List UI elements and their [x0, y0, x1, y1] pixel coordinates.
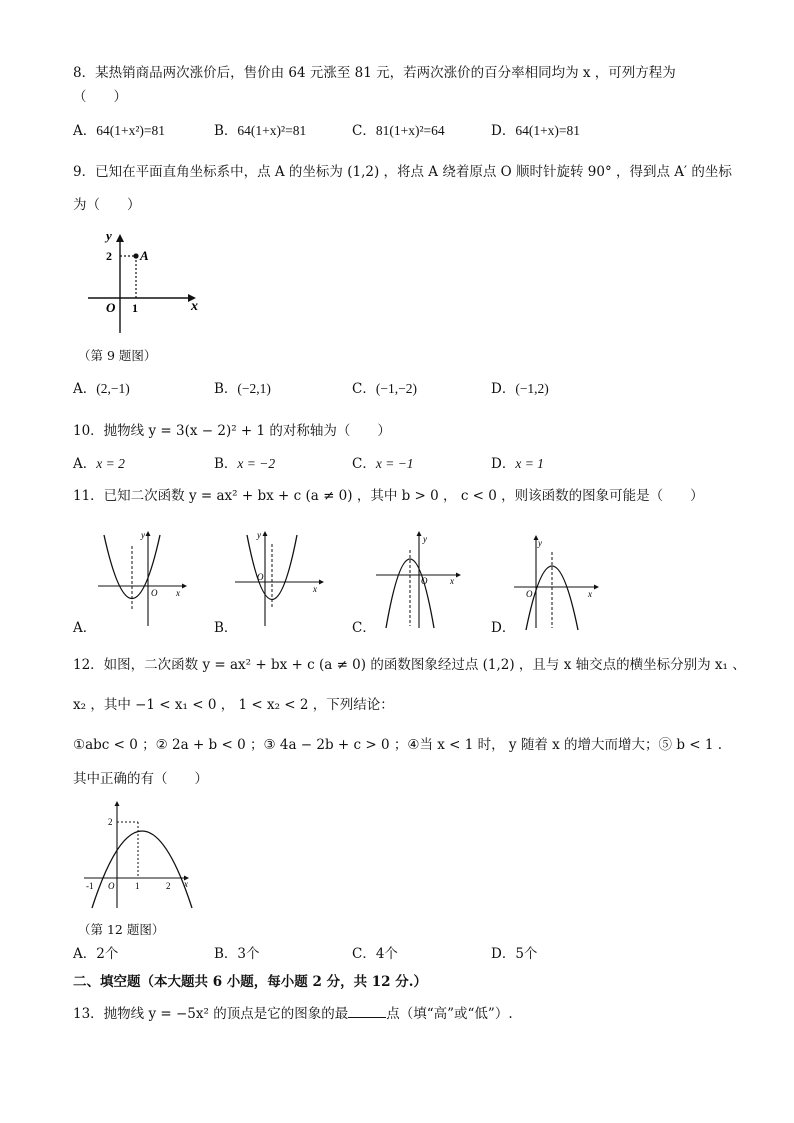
q12-option-d[interactable]: D．5个: [491, 946, 538, 962]
q11c-x-label: x: [450, 576, 454, 586]
q9-point-a-label: A: [140, 248, 149, 263]
q13-stem-part-b: 点（填“高”或“低”）.: [386, 1006, 513, 1022]
q13-answer-blank[interactable]: [348, 1004, 386, 1018]
q13-stem-part-a: 13．抛物线 y = −5x² 的顶点是它的图象的最: [73, 1006, 349, 1022]
q12-x-label: x: [184, 879, 188, 889]
q11-graph-d: [512, 530, 604, 630]
section-2-title: 二、填空题（本大题共 6 小题，每小题 2 分，共 12 分.）: [73, 974, 427, 990]
q12-origin-label: O: [108, 881, 115, 891]
q12-tick-x-neg1: -1: [86, 881, 94, 891]
q11c-origin-label: O: [421, 576, 428, 586]
q11c-x-arrow-icon: [456, 573, 461, 578]
q9-option-d[interactable]: D．(−1,2): [491, 381, 549, 397]
q9-tick-x-1: 1: [132, 301, 138, 315]
q11c-y-arrow-icon: [417, 531, 422, 536]
q11b-x-label: x: [313, 584, 317, 594]
q11a-y-arrow-icon: [146, 531, 151, 536]
q11d-x-arrow-icon: [594, 585, 599, 590]
q12-tick-x-1: 1: [135, 881, 140, 891]
q12-parabola-figure: [82, 800, 200, 910]
q12-tick-y-2: 2: [108, 817, 113, 827]
q9-x-label: x: [191, 299, 198, 314]
q13-stem: [73, 1004, 513, 1023]
q11-graph-c: [374, 530, 466, 630]
q11-option-a[interactable]: A．: [73, 620, 97, 636]
q10-option-a[interactable]: A．x = 2: [73, 456, 125, 472]
q8-answer-paren: （ ）: [73, 89, 127, 105]
q10-option-d[interactable]: D．x = 1: [491, 456, 544, 472]
q9-stem-cont: 为（ ）: [73, 197, 141, 213]
q11-stem: 11．已知二次函数 y = ax² + bx + c (a ≠ 0) ，其中 b > 0 ， c < 0 ，则该函数的图象可能是（ ）: [73, 488, 704, 504]
q9-point-a: [133, 253, 138, 258]
q9-option-b[interactable]: B．(−2,1): [214, 381, 271, 397]
q11a-x-label: x: [176, 588, 180, 598]
q8-option-d[interactable]: D．64(1+x)=81: [491, 123, 581, 139]
q11c-y-label: y: [423, 534, 427, 544]
q8-option-c[interactable]: C．81(1+x)²=64: [352, 123, 445, 139]
q11b-x-arrow-icon: [319, 580, 324, 585]
q9-y-label: y: [106, 228, 112, 243]
q12-option-c[interactable]: C．4个: [352, 946, 398, 962]
q11d-x-label: x: [588, 589, 592, 599]
q9-coordinate-figure: [78, 228, 208, 338]
q11-option-c[interactable]: C．: [352, 620, 376, 636]
q12-option-a[interactable]: A．2个: [73, 946, 119, 962]
q11a-x-arrow-icon: [182, 584, 187, 589]
q12-y-arrow-icon: [115, 801, 120, 806]
q11b-y-label: y: [257, 530, 261, 540]
q10-option-c[interactable]: C．x = −1: [352, 456, 414, 472]
q8-option-b[interactable]: B．64(1+x)²=81: [214, 123, 307, 139]
q11b-origin-label: O: [257, 572, 264, 582]
q9-option-c[interactable]: C．(−1,−2): [352, 381, 417, 397]
q12-tick-x-2: 2: [166, 881, 171, 891]
q9-tick-y-2: 2: [106, 249, 112, 263]
q11d-origin-label: O: [526, 589, 533, 599]
q12-stem-cont: x₂ ，其中 −1 < x₁ < 0 ， 1 < x₂ < 2 ，下列结论：: [73, 697, 394, 713]
q12-option-b[interactable]: B．3个: [214, 946, 260, 962]
q11a-origin-label: O: [151, 588, 158, 598]
q9-origin-label: O: [106, 300, 116, 315]
q11d-y-label: y: [538, 538, 542, 548]
q12-question: 其中正确的有（ ）: [73, 771, 208, 787]
q11b-y-arrow-icon: [263, 531, 268, 536]
q12-figure-caption: （第 12 题图）: [78, 922, 165, 937]
q8-stem: 8．某热销商品两次涨价后，售价由 64 元涨至 81 元，若两次涨价的百分率相同均为 x ，可列方程为: [73, 65, 676, 81]
q9-stem: 9．已知在平面直角坐标系中，点 A 的坐标为 (1,2) ，将点 A 绕着原点 O 顺时针旋转 90° ，得到点 A′ 的坐标: [73, 164, 732, 180]
q11-graph-b: [233, 530, 323, 630]
q9-option-a[interactable]: A．(2,−1): [73, 381, 130, 397]
q12-conclusions: ①abc < 0 ；② 2a + b < 0 ；③ 4a − 2b + c > 0 ；④当 x < 1 时， y 随着 x 的增大而增大；⑤ b < 1 .: [73, 737, 723, 753]
q11-option-b[interactable]: B．: [214, 620, 238, 636]
q11a-y-label: y: [141, 530, 145, 540]
q10-stem: 10．抛物线 y = 3(x − 2)² + 1 的对称轴为（ ）: [73, 423, 391, 439]
q11-option-d[interactable]: D．: [491, 620, 516, 636]
q11-graph-a: [96, 530, 186, 630]
q12-parabola: [92, 831, 192, 908]
q9-y-arrow-icon: [116, 234, 124, 242]
q9-figure-caption: （第 9 题图）: [78, 348, 157, 363]
q8-option-a[interactable]: A．64(1+x²)=81: [73, 123, 166, 139]
q10-option-b[interactable]: B．x = −2: [214, 456, 276, 472]
q12-stem: 12．如图，二次函数 y = ax² + bx + c (a ≠ 0) 的函数图象经过点 (1,2) ，且与 x 轴交点的横坐标分别为 x₁ 、: [73, 657, 746, 673]
